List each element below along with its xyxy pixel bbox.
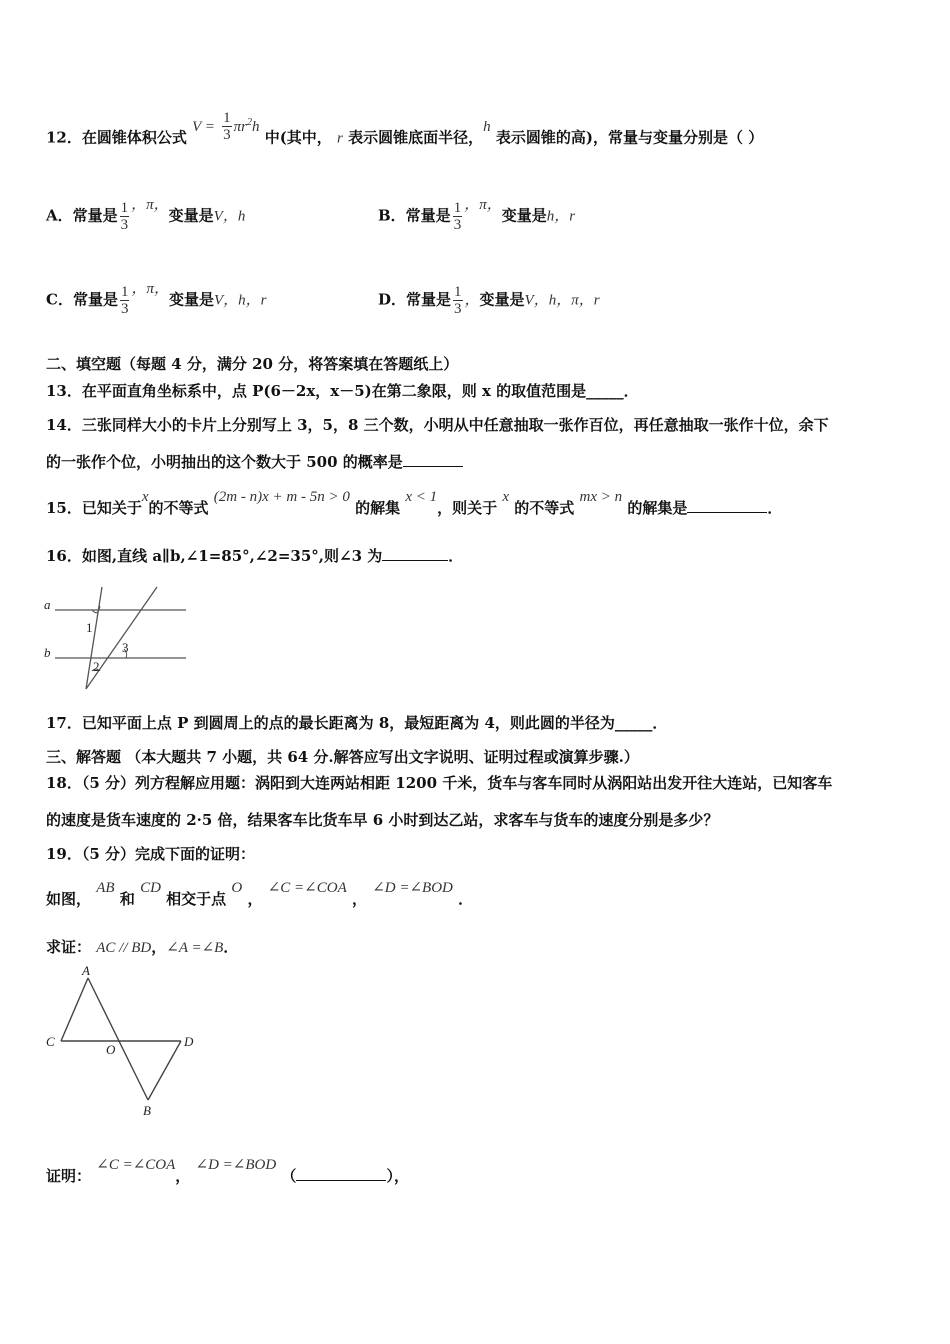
q14-answer-blank[interactable] bbox=[403, 465, 463, 467]
q19-prove-comma: ， bbox=[151, 938, 167, 956]
option-d-vars: V，h，π，r bbox=[524, 292, 600, 309]
q19-given-pre: 如图， bbox=[46, 890, 92, 908]
option-a-vars: V，h bbox=[213, 208, 246, 225]
q12-mid2: 表示圆锥底面半径， bbox=[348, 128, 484, 147]
q19-proof-label: 证明： bbox=[46, 1167, 92, 1185]
question-19-given bbox=[46, 880, 474, 909]
point-d-label: D bbox=[184, 1034, 194, 1049]
question-14-line1: 14．三张同样大小的卡片上分别写上 3，5，8 三个数，小明从中任意抽取一张作百位，再任意抽取一张作十位，余下 bbox=[46, 416, 829, 434]
question-19-title: 19．（5 分）完成下面的证明： bbox=[46, 845, 256, 863]
option-b[interactable] bbox=[378, 196, 576, 233]
label-3: 3 bbox=[122, 640, 129, 655]
frac-den: 3 bbox=[453, 217, 462, 233]
q15-mid4: 的不等式 bbox=[514, 499, 575, 517]
label-2: 2 bbox=[93, 659, 100, 674]
frac-den: 3 bbox=[454, 301, 462, 317]
option-b-label: B．常量是 bbox=[378, 206, 451, 225]
q19-comma1: ， bbox=[247, 890, 263, 908]
var-h: h bbox=[483, 118, 491, 135]
q19-proof2: ∠D =∠BOD bbox=[195, 1157, 277, 1173]
option-c-consts: ，π， bbox=[131, 280, 169, 297]
segment-ac bbox=[61, 978, 88, 1041]
formula-fraction bbox=[222, 110, 232, 143]
q19-proof1: ∠C =∠COA bbox=[96, 1157, 176, 1173]
frac-num: 1 bbox=[120, 284, 129, 300]
frac-num: 1 bbox=[453, 200, 462, 216]
q19-and: 和 bbox=[119, 890, 135, 908]
q15-ineq2: mx > n bbox=[579, 489, 623, 505]
var-r: r bbox=[337, 130, 343, 147]
q19-cd: CD bbox=[140, 880, 161, 896]
q19-comma2: ， bbox=[351, 890, 367, 908]
q15-answer-blank[interactable] bbox=[687, 511, 767, 513]
question-14-line2 bbox=[46, 451, 463, 472]
formula-lhs: V = bbox=[192, 118, 215, 135]
question-18-line1: 18．（5 分）列方程解应用题：涡阳到大连两站相距 1200 千米，货车与客车同时从涡阳站出发开往大连站，已知客车 bbox=[46, 774, 833, 792]
option-a-frac bbox=[120, 200, 130, 233]
option-c-var-label: 变量是 bbox=[168, 290, 214, 309]
q14-line2-text: 的一张作个位，小明抽出的这个数大于 500 的概率是 bbox=[46, 453, 403, 471]
option-d-label: D．常量是 bbox=[378, 290, 452, 309]
formula-rhs: πr bbox=[233, 118, 247, 135]
question-15 bbox=[46, 489, 783, 518]
q19-ab: AB bbox=[96, 880, 115, 896]
q19-proof-comma: ， bbox=[175, 1167, 191, 1185]
q15-mid2: 的解集 bbox=[355, 499, 401, 517]
q19-period: ． bbox=[458, 890, 474, 908]
segment-ab bbox=[88, 978, 148, 1100]
option-d-var-label: 变量是 bbox=[479, 290, 525, 309]
frac-den: 3 bbox=[120, 301, 129, 317]
q15-end: ． bbox=[767, 499, 783, 517]
q19-proof-blank[interactable] bbox=[296, 1179, 386, 1181]
option-b-vars: h，r bbox=[546, 208, 576, 225]
question-12-stem bbox=[46, 110, 764, 155]
q16-answer-blank[interactable] bbox=[382, 559, 448, 561]
option-c-label: C．常量是 bbox=[46, 290, 118, 309]
q12-post: 表示圆锥的高)，常量与变量分别是（ ） bbox=[495, 128, 764, 147]
option-c-vars: V，h，r bbox=[213, 292, 267, 309]
q19-paren-close: ）， bbox=[386, 1167, 409, 1185]
option-d-frac bbox=[453, 284, 463, 317]
formula-h: h bbox=[251, 118, 260, 135]
question-16 bbox=[46, 545, 463, 566]
segment-bd bbox=[148, 1041, 181, 1100]
option-b-consts: ，π， bbox=[464, 196, 502, 213]
q16-figure bbox=[40, 585, 190, 695]
option-a-label: A．常量是 bbox=[46, 206, 118, 225]
q19-prove1: AC // BD bbox=[96, 940, 152, 956]
q19-figure bbox=[44, 962, 204, 1122]
q12-mid1: 中(其中， bbox=[264, 128, 332, 147]
label-1: 1 bbox=[86, 620, 93, 635]
q19-cond2: ∠D =∠BOD bbox=[372, 880, 453, 896]
q15-ineq1: (2m - n)x + m - 5n > 0 bbox=[213, 489, 350, 505]
formula-exponent: 2 bbox=[246, 116, 252, 128]
q15-mid3: ，则关于 bbox=[437, 499, 498, 517]
option-a[interactable] bbox=[46, 196, 246, 233]
frac-num: 1 bbox=[120, 200, 129, 216]
option-b-var-label: 变量是 bbox=[501, 206, 547, 225]
section-3-title: 三、解答题 （本大题共 7 小题，共 64 分.解答应写出文字说明、证明过程或演算步骤.） bbox=[46, 748, 639, 766]
point-b-label: B bbox=[143, 1103, 151, 1118]
label-b: b bbox=[44, 645, 51, 660]
q19-intersect: 相交于点 bbox=[166, 890, 227, 908]
option-a-consts: ，π， bbox=[131, 196, 169, 213]
question-19-proof bbox=[46, 1157, 409, 1186]
option-d-consts: ， bbox=[464, 292, 480, 309]
frac-num: 1 bbox=[454, 284, 462, 300]
point-o-label: O bbox=[106, 1042, 116, 1057]
option-a-var-label: 变量是 bbox=[168, 206, 214, 225]
question-18-line2: 的速度是货车速度的 2·5 倍，结果客车比货车早 6 小时到达乙站，求客车与货车的速度分别是多少？ bbox=[46, 811, 719, 829]
q19-paren-open: （ bbox=[281, 1167, 297, 1185]
question-19-prove bbox=[46, 936, 238, 957]
q15-mid1: 的不等式 bbox=[148, 499, 209, 517]
section-2-title: 二、填空题（每题 4 分，满分 20 分，将答案填在答题纸上） bbox=[46, 355, 459, 373]
point-a-label: A bbox=[82, 963, 90, 978]
point-c-label: C bbox=[46, 1034, 55, 1049]
frac-num: 1 bbox=[223, 110, 231, 126]
q12-prefix: 12．在圆锥体积公式 bbox=[46, 128, 187, 147]
option-c-frac bbox=[120, 284, 130, 317]
q15-post: 的解集是 bbox=[627, 499, 688, 517]
q15-solution: x < 1 bbox=[405, 489, 438, 505]
frac-den: 3 bbox=[120, 217, 129, 233]
question-13: 13．在平面直角坐标系中，点 P(6－2x，x－5)在第二象限，则 x 的取值范围是_____． bbox=[46, 382, 639, 400]
q15-pre: 15．已知关于 bbox=[46, 499, 142, 517]
q15-x1: x bbox=[141, 489, 149, 505]
label-a: a bbox=[44, 597, 51, 612]
question-17: 17．已知平面上点 P 到圆周上的点的最长距离为 8，最短距离为 4，则此圆的半径为_____． bbox=[46, 714, 668, 732]
option-c[interactable] bbox=[46, 280, 267, 317]
q15-x2: x bbox=[502, 489, 510, 505]
option-b-frac bbox=[453, 200, 463, 233]
q19-cond1: ∠C =∠COA bbox=[267, 880, 347, 896]
q16-text: 16．如图,直线 a∥b,∠1=85°,∠2=35°,则∠3 为 bbox=[46, 547, 383, 565]
q19-prove-period: ． bbox=[223, 938, 239, 956]
option-d[interactable] bbox=[378, 284, 600, 317]
q19-o: O bbox=[231, 880, 243, 896]
frac-den: 3 bbox=[223, 127, 231, 143]
q19-prove-label: 求证： bbox=[46, 938, 92, 956]
q16-end: ． bbox=[448, 547, 464, 565]
q19-prove2: ∠A =∠B bbox=[166, 940, 224, 956]
